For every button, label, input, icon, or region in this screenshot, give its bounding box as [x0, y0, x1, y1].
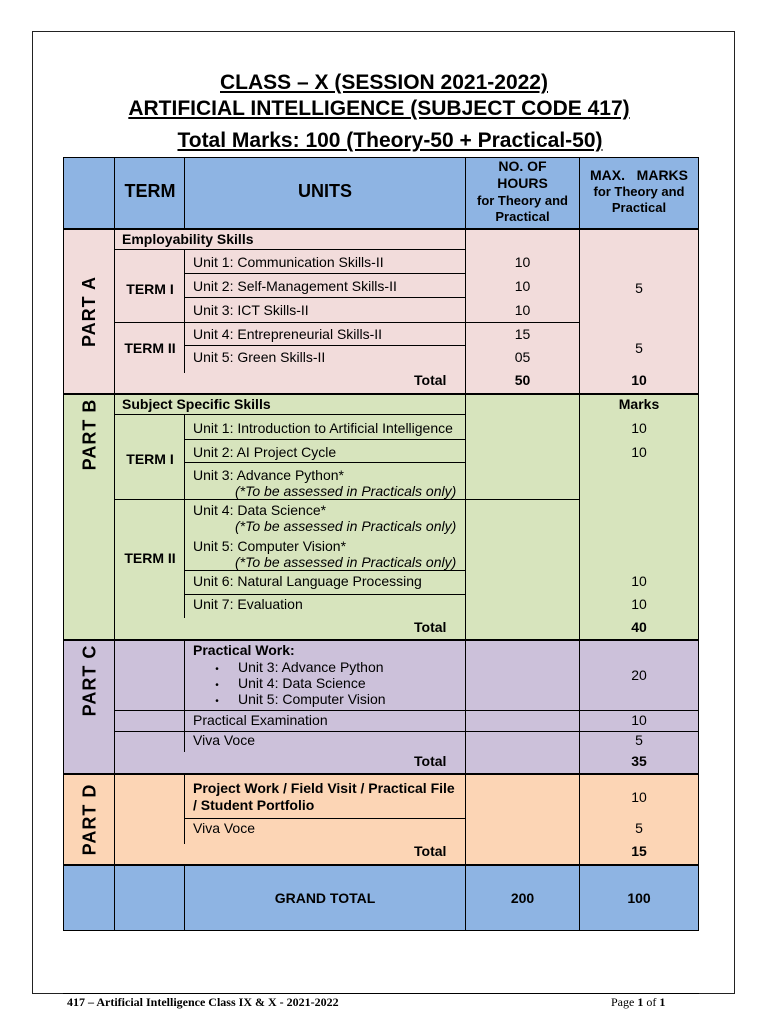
part-a-term1: TERM I	[126, 281, 174, 297]
grand-total-marks: 100	[627, 890, 651, 906]
grand-total-label: GRAND TOTAL	[274, 890, 376, 906]
bullet-icon: •	[215, 664, 219, 675]
list-item: • Unit 3: Advance Python	[206, 659, 384, 678]
marks-value: 10	[631, 420, 647, 436]
part-b-marks-heading: Marks	[618, 396, 660, 412]
marks-value: 20	[631, 667, 647, 683]
column-header-marks: MAX. MARKS	[590, 167, 688, 183]
unit-row: Unit 6: Natural Language Processing	[193, 573, 422, 589]
title-subject: ARTIFICIAL INTELLIGENCE (SUBJECT CODE 417)	[128, 97, 630, 120]
marks-value: 5	[635, 732, 643, 748]
unit-row: Unit 5: Green Skills-II	[193, 349, 326, 365]
section-subject-specific: Subject Specific Skills	[122, 396, 271, 412]
hours-value: 10	[514, 254, 531, 270]
footer-title: 417 – Artificial Intelligence Class IX & X - 2021-2022	[67, 995, 339, 1009]
part-b-total-marks: 40	[631, 619, 647, 635]
column-header-marks-sub: for Theory and Practical	[593, 184, 685, 215]
part-d-total-marks: 15	[631, 843, 647, 859]
part-d-label: PART D	[79, 783, 100, 856]
unit-row: Unit 1: Communication Skills-II	[193, 254, 384, 270]
part-a-label: PART A	[79, 276, 99, 347]
part-a-total-marks: 10	[631, 372, 647, 388]
project-work-row-cont: / Student Portfolio	[193, 797, 315, 813]
project-work-row: Project Work / Field Visit / Practical File	[193, 780, 455, 796]
marks-value: 10	[631, 573, 647, 589]
marks-value: 10	[631, 789, 647, 805]
marks-value: 5	[635, 280, 643, 296]
part-b-term1: TERM I	[126, 451, 174, 467]
practical-work-title: Practical Work:	[193, 642, 295, 658]
hours-value: 15	[514, 326, 531, 342]
section-employability: Employability Skills	[122, 231, 254, 247]
practical-exam-row: Practical Examination	[193, 712, 328, 728]
part-a-term2: TERM II	[124, 340, 176, 356]
unit-note: (*To be assessed in Practicals only)	[235, 554, 457, 570]
part-c-total-label: Total	[414, 753, 447, 769]
column-header-term: TERM	[124, 181, 176, 201]
column-header-units: UNITS	[298, 181, 352, 201]
unit-row: Unit 4: Entrepreneurial Skills-II	[193, 326, 383, 342]
part-b-term2: TERM II	[124, 550, 176, 566]
viva-row: Viva Voce	[193, 732, 256, 748]
unit-row: Unit 7: Evaluation	[193, 596, 303, 612]
marks-value: 5	[635, 820, 643, 836]
hours-value: 10	[514, 302, 531, 318]
unit-row: Unit 3: Advance Python*	[193, 467, 344, 483]
unit-row: Unit 3: ICT Skills-II	[193, 302, 309, 318]
marks-value: 10	[631, 596, 647, 612]
marks-value: 10	[631, 444, 647, 460]
part-b-total-label: Total	[414, 619, 447, 635]
title-class: CLASS – X (SESSION 2021-2022)	[220, 71, 548, 94]
footer-page: Page 1 of 1	[611, 995, 666, 1009]
part-c-label: PART C	[79, 644, 100, 716]
bullet-icon: •	[215, 680, 219, 691]
unit-row: Unit 1: Introduction to Artificial Intelligence	[193, 420, 453, 436]
marks-value: 5	[635, 340, 643, 356]
column-header-hours: NO. OF HOURS	[497, 158, 548, 191]
part-a-total-label: Total	[414, 372, 447, 388]
marks-value: 10	[631, 712, 647, 728]
unit-row: Unit 2: Self-Management Skills-II	[193, 278, 397, 294]
unit-row: Unit 2: AI Project Cycle	[193, 444, 337, 460]
unit-note: (*To be assessed in Practicals only)	[235, 518, 457, 534]
part-b-label: PART B	[79, 398, 100, 470]
hours-value: 10	[514, 278, 531, 294]
part-a-total-hours: 50	[514, 372, 531, 388]
unit-note: (*To be assessed in Practicals only)	[235, 483, 457, 499]
list-item: • Unit 4: Data Science	[206, 675, 366, 694]
bullet-icon: •	[215, 696, 219, 707]
unit-row: Unit 5: Computer Vision*	[193, 538, 347, 554]
unit-row: Unit 4: Data Science*	[193, 502, 327, 518]
viva-row: Viva Voce	[193, 820, 256, 836]
part-c-total-marks: 35	[631, 753, 647, 769]
title-total-marks: Total Marks: 100 (Theory-50 + Practical-50)	[177, 129, 603, 152]
part-d-total-label: Total	[414, 843, 447, 859]
footer-rule	[63, 993, 699, 994]
list-item: • Unit 5: Computer Vision	[206, 691, 386, 710]
column-header-hours-sub: for Theory and Practical	[476, 193, 568, 224]
hours-value: 05	[514, 349, 531, 365]
grand-total-hours: 200	[510, 890, 535, 906]
